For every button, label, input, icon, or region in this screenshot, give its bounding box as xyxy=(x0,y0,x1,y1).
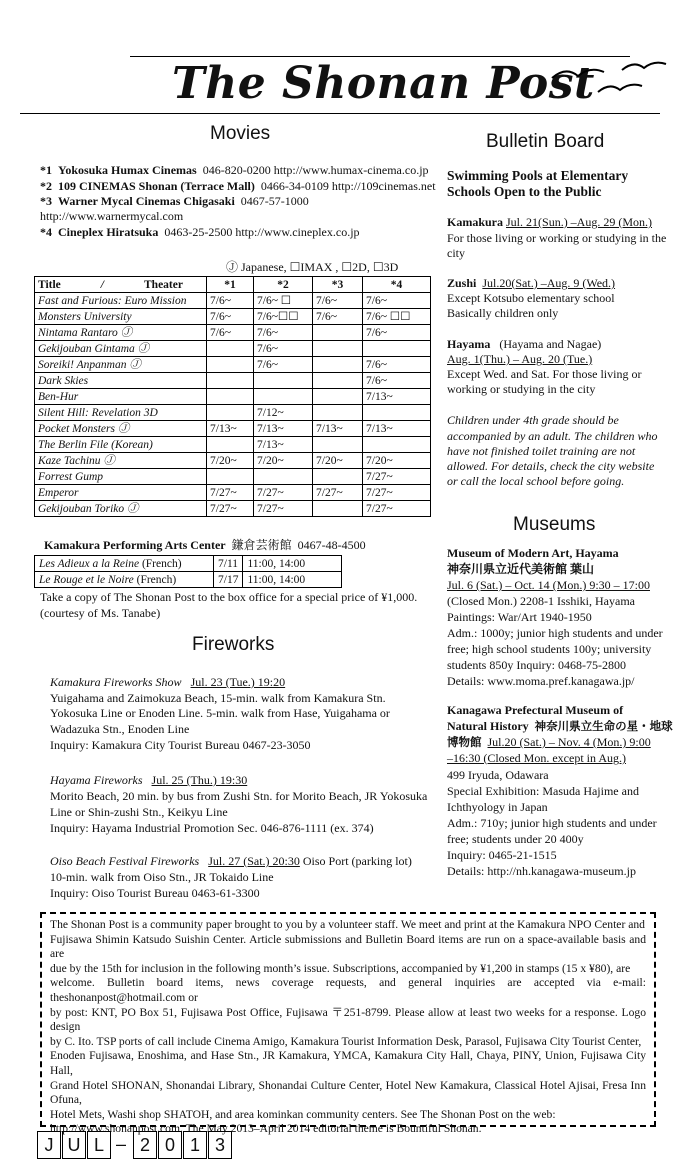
fireworks-event-hayama-line: Inquiry: Hayama Industrial Promotion Sec. 046-876-1111 (ex. 374) xyxy=(50,821,374,835)
fireworks-heading: Fireworks xyxy=(192,634,275,655)
table-row: Kaze Tachinu Ⓙ 7/20~ 7/20~ 7/20~ 7/20~ xyxy=(35,453,431,469)
fireworks-event-oiso-line: Inquiry: Oiso Tourist Bureau 0463-61-3300 xyxy=(50,886,260,900)
about-line: due by the 15th for inclusion in the following month’s issue. Subscriptions, accompanied by ¥1,200 in stamps (15 x ¥80), are xyxy=(50,961,631,975)
seagulls-icon xyxy=(548,58,668,108)
table-header-row xyxy=(35,277,431,293)
table-row: Fast and Furious: Euro Mission 7/6~ 7/6~ ☐ 7/6~ 7/6~ xyxy=(35,293,431,309)
about-line: Grand Hotel SHONAN, Shonandai Library, Shonandai Culture Center, Hotel New Kamakura, Classical Hotel Ajisai, Fresa Inn Ofuna, xyxy=(50,1078,646,1107)
fireworks-event-oiso-title: Oiso Beach Festival Fireworks Jul. 27 (Sat.) 20:30 Oiso Port (parking lot) xyxy=(50,854,412,868)
museums-heading: Museums xyxy=(513,514,596,535)
pool-hayama-line: Except Wed. and Sat. For those living or xyxy=(447,367,642,381)
fireworks-event-hayama-title: Hayama Fireworks Jul. 25 (Thu.) 19:30 xyxy=(50,773,248,787)
theater-2: *2 109 CINEMAS Shonan (Terrace Mall) 0466-34-0109 http://109cinemas.net xyxy=(40,179,436,193)
table-row: Gekijouban Gintama Ⓙ 7/6~ xyxy=(35,341,431,357)
fireworks-event-hayama-line: Morito Beach, 20 min. by bus from Zushi Stn. for Morito Beach, JR Yokosuka xyxy=(50,789,428,803)
table-row: Le Rouge et le Noire (French) 7/17 11:00, 14:00 xyxy=(35,572,342,588)
nh-line: Details: http://nh.kanagawa-museum.jp xyxy=(447,864,636,878)
movie-schedule-table xyxy=(34,276,431,517)
moma-name: Museum of Modern Art, Hayama xyxy=(447,546,619,560)
nh-name: Kanagawa Prefectural Museum of xyxy=(447,703,624,717)
moma-line: Paintings: War/Art 1940-1950 xyxy=(447,610,592,624)
theater-3-url: http://www.warnermycal.com xyxy=(40,209,184,223)
pool-note-line: allowed. For details, check the city website xyxy=(447,459,655,473)
about-line: http://www.shonanpost.com. The May 2013–April 2014 editorial theme is Bountiful Shonan. xyxy=(50,1122,482,1136)
about-line: Fujisawa Shimin Katsudo Suishin Center. Article submissions and Bulletin Board items are run on a space-available basis and are xyxy=(50,932,646,961)
header-c3: *3 xyxy=(313,277,363,293)
date-box-year: 0 xyxy=(158,1131,182,1159)
moma-line: Jul. 6 (Sat.) – Oct. 14 (Mon.) 9:30 – 17:00 xyxy=(447,578,650,592)
pool-zushi-line: Basically children only xyxy=(447,306,559,320)
about-box xyxy=(40,912,656,1136)
fireworks-event-oiso-line: 10-min. walk from Oiso Stn., JR Tokaido Line xyxy=(50,870,274,884)
table-row: Dark Skies 7/6~ xyxy=(35,373,431,389)
about-line: The Shonan Post is a community paper brought to you by a volunteer staff. We meet and print at the Kamakura NPO Center and xyxy=(50,918,645,931)
pool-note-line: or call the local school before going. xyxy=(447,474,625,488)
table-row: Silent Hill: Revelation 3D 7/12~ xyxy=(35,405,431,421)
format-legend: Ⓙ Japanese, ☐IMAX , ☐2D, ☐3D xyxy=(226,260,399,274)
fireworks-event-kamakura-line: Yuigahama and Zaimokuza Beach, 15-min. walk from Kamakura Stn. xyxy=(50,691,386,705)
date-box-year: 1 xyxy=(183,1131,207,1159)
table-row: Gekijouban Toriko Ⓙ 7/27~ 7/27~ 7/27~ xyxy=(35,501,431,517)
masthead-rule-top xyxy=(130,56,630,57)
kamakura-arts-center: Kamakura Performing Arts Center 鎌倉芸術館 0467-48-4500 xyxy=(44,538,366,552)
bulletin-heading: Bulletin Board xyxy=(486,131,605,152)
date-box-year: 3 xyxy=(208,1131,232,1159)
moma-jp: 神奈川県立近代美術館 葉山 xyxy=(447,562,595,576)
pool-hayama: Hayama (Hayama and Nagae) xyxy=(447,337,602,351)
date-box-month: J xyxy=(37,1131,61,1159)
header-c1: *1 xyxy=(207,277,254,293)
pool-kamakura-line: For those living or working or studying in the xyxy=(447,231,667,245)
table-row: Nintama Rantaro Ⓙ 7/6~ 7/6~ 7/6~ xyxy=(35,325,431,341)
pool-note-line: accompanied by an adult. The children who xyxy=(447,429,658,443)
nh-line: 499 Iryuda, Odawara xyxy=(447,768,549,782)
nh-line: Special Exhibition: Masuda Hajime and xyxy=(447,784,639,798)
nh-jp-line: 博物館 Jul.20 (Sat.) – Nov. 4 (Mon.) 9:00 xyxy=(447,735,651,749)
moma-line: (Closed Mon.) 2208-1 Isshiki, Hayama xyxy=(447,594,635,608)
pools-title-2: Schools Open to the Public xyxy=(447,184,602,199)
fireworks-event-kamakura-line: Yokosuka Line or Enoden Line. 5-min. walk from Hase, Yuigahama or xyxy=(50,706,390,720)
moma-line: students 850y Inquiry: 0468-75-2800 xyxy=(447,658,626,672)
date-dash: – xyxy=(116,1134,127,1154)
masthead-rule-bottom xyxy=(20,113,660,114)
nh-line: –16:30 (Closed Mon. except in Aug.) xyxy=(447,751,626,765)
kamakura-shows-table xyxy=(34,555,342,588)
pool-note-line: have not finished toilet training are not xyxy=(447,444,636,458)
header-c4: *4 xyxy=(363,277,431,293)
date-box-month: U xyxy=(62,1131,86,1159)
nh-line: Inquiry: 0465-21-1515 xyxy=(447,848,557,862)
theater-1: *1 Yokosuka Humax Cinemas 046-820-0200 http://www.humax-cinema.co.jp xyxy=(40,163,429,177)
movies-heading: Movies xyxy=(210,123,271,144)
nh-name-2: Natural History 神奈川県立生命の星・地球 xyxy=(447,719,673,733)
date-box-month: L xyxy=(87,1131,111,1159)
date-box-year: 2 xyxy=(133,1131,157,1159)
pool-kamakura-line: city xyxy=(447,246,465,260)
table-row: Forrest Gump 7/27~ xyxy=(35,469,431,485)
courtesy-note: (courtesy of Ms. Tanabe) xyxy=(40,606,161,620)
fireworks-event-hayama-line: Line or Shin-zushi Stn., Keikyu Line xyxy=(50,805,228,819)
pool-note-line: Children under 4th grade should be xyxy=(447,413,619,427)
nh-line: Ichthyology in Japan xyxy=(447,800,548,814)
fireworks-event-kamakura-line: Wadazuka Stn., Enoden Line xyxy=(50,722,190,736)
table-row: Ben-Hur 7/13~ xyxy=(35,389,431,405)
table-row: Emperor 7/27~ 7/27~ 7/27~ 7/27~ xyxy=(35,485,431,501)
about-line: Enoden Fujisawa, Enoshima, and Hase Stn., JR Kamakura, YMCA, Kamakura City Hall, Chaya, PINY, Union, Fujisawa City Hall, xyxy=(50,1049,646,1077)
header-c2: *2 xyxy=(254,277,313,293)
theater-3: *3 Warner Mycal Cinemas Chigasaki 0467-57-1000 xyxy=(40,194,309,208)
pool-hayama-dates: Aug. 1(Thu.) – Aug. 20 (Tue.) xyxy=(447,352,593,366)
header-title-theater: Title / Theater xyxy=(35,277,207,293)
moma-line: free; high school students 100y; university xyxy=(447,642,652,656)
moma-line: Adm.: 1000y; junior high students and under xyxy=(447,626,663,640)
masthead-title: The Shonan Post xyxy=(172,58,595,109)
theater-4: *4 Cineplex Hiratsuka 0463-25-2500 http://www.cineplex.co.jp xyxy=(40,225,360,239)
pool-zushi: Zushi Jul.20(Sat.) –Aug. 9 (Wed.) xyxy=(447,276,616,290)
pool-zushi-line: Except Kotsubo elementary school xyxy=(447,291,615,305)
about-line: by C. Ito. TSP ports of call include Cinema Amigo, Kamakura Tourist Information Desk, Parasol, Fujisawa City Tourist Center, xyxy=(50,1034,642,1048)
table-row: Soreiki! Anpanman Ⓙ 7/6~ 7/6~ xyxy=(35,357,431,373)
moma-line: Details: www.moma.pref.kanagawa.jp/ xyxy=(447,674,635,688)
pools-title: Swimming Pools at Elementary xyxy=(447,168,629,183)
nh-line: free; students under 20 400y xyxy=(447,832,584,846)
fireworks-event-kamakura-title: Kamakura Fireworks Show Jul. 23 (Tue.) 19:20 xyxy=(50,675,286,689)
table-row: The Berlin File (Korean) 7/13~ xyxy=(35,437,431,453)
table-row: Les Adieux a la Reine (French) 7/11 11:00, 14:00 xyxy=(35,556,342,572)
nh-line: Adm.: 710y; junior high students and under xyxy=(447,816,657,830)
pool-hayama-line: working or studying in the city xyxy=(447,382,596,396)
box-office-note: Take a copy of The Shonan Post to the box office for a special price of ¥1,000. xyxy=(40,590,418,604)
about-line: welcome. Bulletin board items, news coverage requests, and general inquiries are accepted via e-mail: theshonanpost@hotmail.com or xyxy=(50,976,646,1004)
table-row: Monsters University 7/6~ 7/6~☐☐ 7/6~ 7/6~ ☐☐ xyxy=(35,309,431,325)
about-line: by post: KNT, PO Box 51, Fujisawa Post Office, Fujisawa 〒251-8799. Please allow at least two weeks for a response. Logo design xyxy=(50,1005,646,1034)
about-line: Hotel Mets, Washi shop SHATOH, and area kominkan community centers. See The Shonan Post on the web: xyxy=(50,1107,556,1121)
fireworks-event-kamakura-line: Inquiry: Kamakura City Tourist Bureau 0467-23-3050 xyxy=(50,738,311,752)
pool-kamakura: Kamakura Jul. 21(Sun.) –Aug. 29 (Mon.) xyxy=(447,215,653,229)
table-row: Pocket Monsters Ⓙ 7/13~ 7/13~ 7/13~ 7/13~ xyxy=(35,421,431,437)
